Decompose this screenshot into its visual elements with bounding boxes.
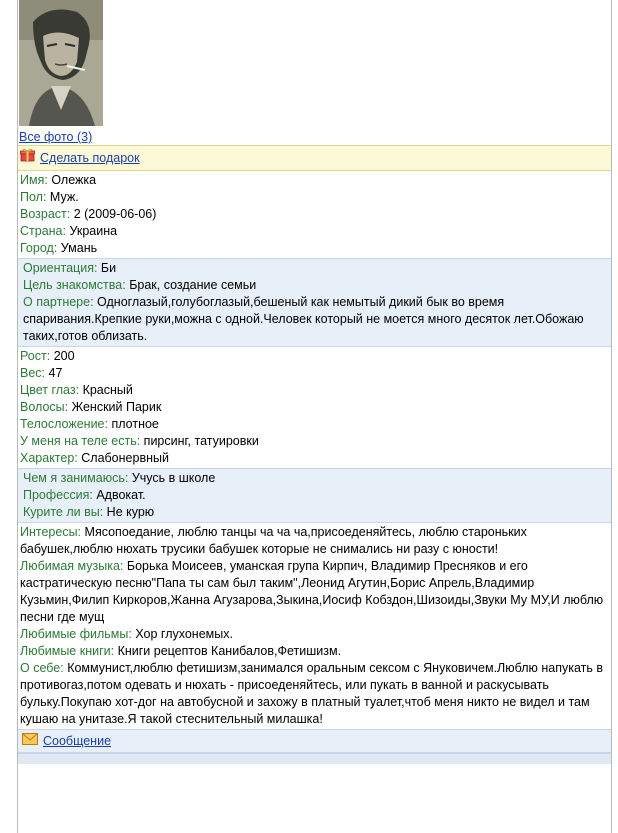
about-section [18, 523, 611, 729]
body-row-build [20, 416, 609, 433]
field-label: Имя: [20, 173, 48, 187]
field-value: Учусь в школе [131, 471, 216, 485]
field-label: О партнере: [23, 295, 94, 309]
gift-link[interactable]: Сделать подарок [40, 151, 140, 165]
field-value: 47 [48, 366, 63, 380]
all-photos-link[interactable]: Все фото (3) [19, 130, 93, 144]
field-value: 2 (2009-06-06) [73, 207, 157, 221]
field-value: Слабонервный [81, 451, 169, 465]
field-value: Красный [82, 383, 133, 397]
field-label: Цвет глаз: [20, 383, 80, 397]
dating-row-partner [23, 294, 609, 345]
message-link[interactable]: Сообщение [43, 734, 112, 748]
dating-row-orientation [23, 260, 609, 277]
about-row-music [20, 558, 609, 626]
field-value: Би [100, 261, 117, 275]
about-row-interests [20, 524, 609, 558]
bottom-bar [18, 753, 611, 764]
body-row-height [20, 348, 609, 365]
field-value: пирсинг, татуировки [143, 434, 259, 448]
field-label: Вес: [20, 366, 46, 380]
field-value: Олежка [51, 173, 97, 187]
field-value: Книги рецептов Канибалов,Фетишизм. [117, 644, 342, 658]
basic-row-gender [20, 189, 609, 206]
field-label: Город: [20, 241, 58, 255]
profile-photo-image [19, 0, 103, 126]
field-label: У меня на теле есть: [20, 434, 141, 448]
about-row-self [20, 660, 609, 728]
field-label: Любимые книги: [20, 644, 115, 658]
work-row-smoking [23, 504, 609, 521]
body-row-weight [20, 365, 609, 382]
work-row-occupation [23, 470, 609, 487]
body-row-marks [20, 433, 609, 450]
field-value: Коммунист,люблю фетишизм,занимался оральным сексом с Януковичем.Люблю напукать в противогаз,потом одевать и нюхать - присоеденяйтесь, или пукать в ванной и раскусывать бульку.Покупаю хот-дог на автобусной и захожу в платный туалет,чтоб меня никто не видел и там кушаю на унитазе.Я такой стеснительный милашка! [20, 661, 604, 726]
field-label: Курите ли вы: [23, 505, 104, 519]
field-value: плотное [111, 417, 159, 431]
field-value: Одноглазый,голубоглазый,бешеный как немытый дикий бык во время спаривания.Крепкие руки,можна с одной.Человек который не моется много десяток лет.Обожаю таких,готов облизать. [23, 295, 584, 343]
field-label: Возраст: [20, 207, 71, 221]
field-label: О себе: [20, 661, 64, 675]
field-label: Чем я занимаюсь: [23, 471, 129, 485]
body-section [18, 347, 611, 468]
about-row-films [20, 626, 609, 643]
basic-row-age [20, 206, 609, 223]
field-value: Борька Моисеев, уманская група Кирпич, Владимир Пресняков и его кастратическую песню"Папа ты сам был таким",Леонид Агутин,Борис Апрель,Владимир Кузьмин,Филип Киркоров,Жанна Агузарова,Зыкина,Иосиф Кобздон,Шизоиды,Звуки Му МУ,И люблю песни где мущ [20, 559, 604, 624]
work-section [18, 468, 611, 523]
body-row-hair [20, 399, 609, 416]
field-label: Профессия: [23, 488, 93, 502]
basic-info-section [18, 171, 611, 258]
message-row [18, 729, 611, 753]
field-label: Страна: [20, 224, 66, 238]
field-value: Не курю [106, 505, 155, 519]
about-row-books [20, 643, 609, 660]
field-value: Хор глухонемых. [135, 627, 233, 641]
field-label: Характер: [20, 451, 78, 465]
field-value: 200 [53, 349, 75, 363]
profile-frame [17, 0, 612, 833]
field-label: Пол: [20, 190, 47, 204]
field-value: Украина [69, 224, 118, 238]
field-label: Рост: [20, 349, 51, 363]
dating-row-goal [23, 277, 609, 294]
body-row-character [20, 450, 609, 467]
field-label: Ориентация: [23, 261, 98, 275]
basic-row-name [20, 172, 609, 189]
field-label: Любимые фильмы: [20, 627, 132, 641]
field-label: Телосложение: [20, 417, 108, 431]
field-value: Муж. [49, 190, 79, 204]
body-row-eyes [20, 382, 609, 399]
dating-section [18, 258, 611, 347]
gift-icon [20, 146, 35, 170]
basic-row-country [20, 223, 609, 240]
gift-row [18, 145, 611, 171]
field-value: Умань [60, 241, 98, 255]
basic-row-city [20, 240, 609, 257]
envelope-icon [22, 730, 38, 752]
work-row-profession [23, 487, 609, 504]
field-value: Мясопоедание, люблю танцы ча ча ча,присоеденяйтесь, люблю староньких бабушек,люблю нюхать трусики бабушек которые не снимались ни разу с юности! [20, 525, 527, 556]
field-label: Волосы: [20, 400, 69, 414]
field-label: Цель знакомства: [23, 278, 126, 292]
field-value: Адвокат. [96, 488, 146, 502]
field-value: Женский Парик [71, 400, 162, 414]
field-value: Брак, создание семьи [129, 278, 257, 292]
field-label: Интересы: [20, 525, 82, 539]
profile-photo[interactable] [19, 0, 103, 126]
field-label: Любимая музыка: [20, 559, 124, 573]
